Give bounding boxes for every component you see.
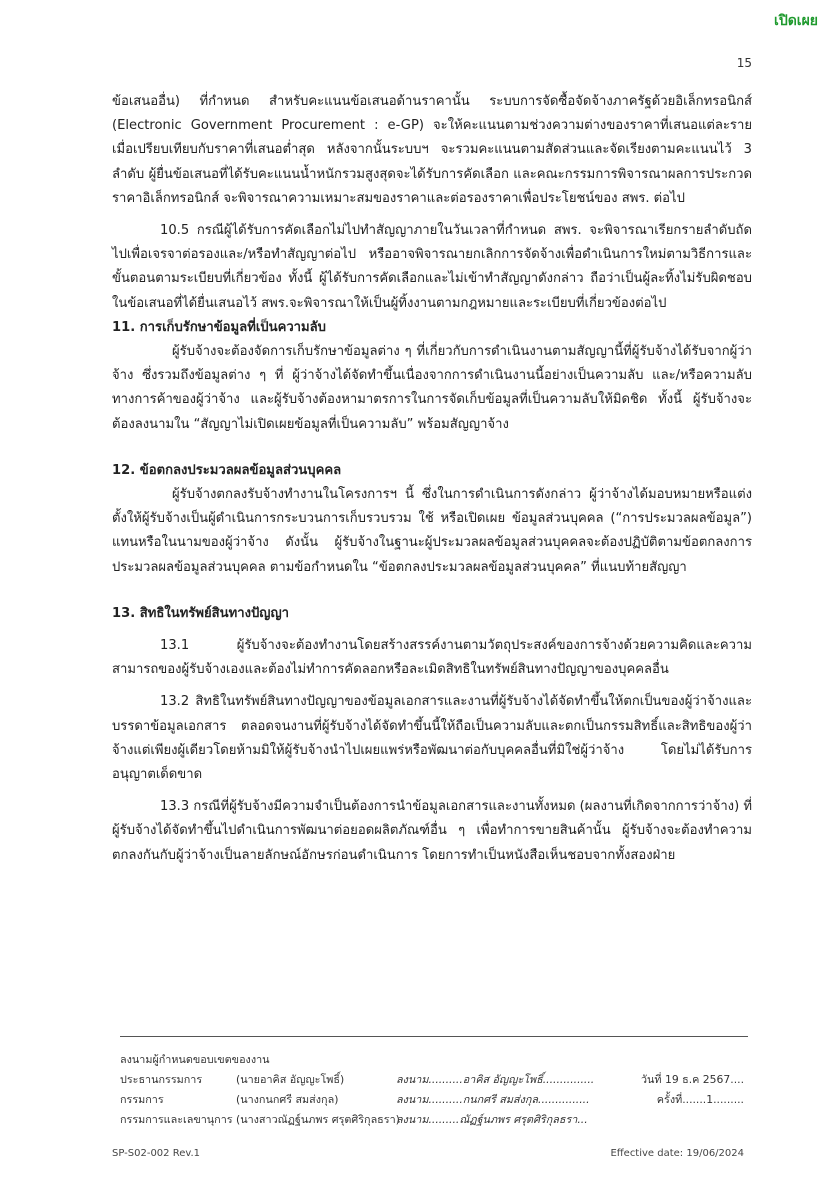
- document-body: [112, 90, 752, 876]
- signer-signature: ลงนาม.........ณัฏฐ์นภพร ศรุตศิริกุลธรา...: [396, 1113, 588, 1126]
- signature-divider: [120, 1036, 748, 1037]
- signer-name: (นายอาคิส อัญญะโพธิ์): [236, 1073, 345, 1086]
- signature-date: วันที่ 19 ธ.ค 2567....: [640, 1073, 744, 1086]
- signer-name: (นางสาวณัฏฐ์นภพร ศรุตศิริกุลธรา): [236, 1113, 400, 1126]
- section-heading-12: 12. ข้อตกลงประมวลผลข้อมูลส่วนบุคคล: [112, 462, 342, 478]
- document-code: SP-S02-002 Rev.1: [112, 1148, 201, 1159]
- section-heading-13: 13. สิทธิในทรัพย์สินทางปัญญา: [112, 605, 289, 621]
- paragraph-scoring: ข้อเสนออื่น) ที่กำหนด สำหรับคะแนนข้อเสนอด้านราคานั้น ระบบการจัดซื้อจัดจ้างภาครัฐด้วยอิเล็กทรอนิกส์ (Electronic Government Procurement : e-GP) จะให้คะแนนตามช่วงความต่างของราคาที่เสนอแต่ละราย เมื่อเปรียบเทียบกับราคาที่เสนอต่ำสุด หลังจากนั้นระบบฯ จะรวมคะแนนตามสัดส่วนและจัดเรียงตามคะแนนไว้ 3 ลำดับ ผู้ยื่นข้อเสนอที่ได้รับคะแนนน้ำหนักรวมสูงสุดจะได้รับการคัดเลือก และคณะกรรมการพิจารณาผลการประกวดราคาอิเล็กทรอนิกส์ จะพิจารณาความเหมาะสมของราคาและต่อรองราคาเพื่อประโยชน์ของ สพร. ต่อไป: [112, 94, 752, 206]
- paragraph-12: ผู้รับจ้างตกลงรับจ้างทำงานในโครงการฯ นี้ ซึ่งในการดำเนินการดังกล่าว ผู้ว่าจ้างได้มอบหมายหรือแต่งตั้งให้ผู้รับจ้างเป็นผู้ดำเนินการกระบวนการเก็บรวบรวม ใช้ หรือเปิดเผย ข้อมูลส่วนบุคคล (“การประมวลผลข้อมูล”) แทนหรือในนามของผู้ว่าจ้าง ดังนั้น ผู้รับจ้างในฐานะผู้ประมวลผลข้อมูลส่วนบุคคลจะต้องปฏิบัติตามข้อตกลงการประมวลผลข้อมูลส่วนบุคคล ตามข้อกำหนดใน “ข้อตกลงประมวลผลข้อมูลส่วนบุคคล” ที่แนบท้ายสัญญา: [112, 487, 752, 575]
- signer-signature: ลงนาม..........อาคิส อัญญะโพธิ์...............: [396, 1073, 595, 1086]
- signer-signature: ลงนาม..........กนกศรี สมส่งกุล...............: [396, 1093, 590, 1106]
- signature-title: ลงนามผู้กำหนดขอบเขตของงาน: [120, 1053, 270, 1066]
- paragraph-11: ผู้รับจ้างจะต้องจัดการเก็บรักษาข้อมูลต่าง ๆ ที่เกี่ยวกับการดำเนินงานตามสัญญานี้ที่ผู้รับจ้างได้รับจากผู้ว่าจ้าง ซึ่งรวมถึงข้อมูลต่าง ๆ ที่ ผู้ว่าจ้างได้จัดทำขึ้นเนื่องจากการดำเนินงานนี้อย่างเป็นความลับ และ/หรือความลับทางการค้าของผู้ว่าจ้าง และผู้รับจ้างต้องหามาตรการในการจัดเก็บข้อมูลที่เป็นความลับให้มิดชิด ทั้งนี้ ผู้รับจ้างจะต้องลงนามใน “สัญญาไม่เปิดเผยข้อมูลที่เป็นความลับ” พร้อมสัญญาจ้าง: [112, 344, 752, 432]
- paragraph-13-1: 13.1 ผู้รับจ้างจะต้องทำงานโดยสร้างสรรค์งานตามวัตถุประสงค์ของการจ้างด้วยความคิดและความสามารถของผู้รับจ้างเองและต้องไม่ทำการคัดลอกหรือละเมิดสิทธิในทรัพย์สินทางปัญญาของบุคคลอื่น: [112, 638, 752, 678]
- disclosure-marking: เปิดเผย: [774, 13, 818, 29]
- signature-count: ครั้งที่.......1.........: [656, 1093, 744, 1106]
- page-number: 15: [736, 56, 752, 70]
- effective-date: Effective date: 19/06/2024: [610, 1148, 744, 1159]
- signature-row: [118, 1090, 758, 1110]
- signer-role: กรรมการ: [120, 1093, 164, 1106]
- signer-name: (นางกนกศรี สมส่งกุล): [236, 1093, 339, 1106]
- signature-row: [118, 1070, 758, 1090]
- signer-role: กรรมการและเลขานุการ: [120, 1113, 233, 1126]
- paragraph-10-5: 10.5 กรณีผู้ได้รับการคัดเลือกไม่ไปทำสัญญาภายในวันเวลาที่กำหนด สพร. จะพิจารณาเรียกรายลำดับถัดไปเพื่อเจรจาต่อรองและ/หรือทำสัญญาต่อไป หรืออาจพิจารณายกเลิกการจัดจ้างเพื่อดำเนินการใหม่ตามวิธีการและขั้นตอนตามระเบียบที่เกี่ยวข้อง ทั้งนี้ ผู้ได้รับการคัดเลือกและไม่เข้าทำสัญญาดังกล่าว ถือว่าเป็นผู้ละทิ้งไม่รับผิดชอบในข้อเสนอที่ได้ยื่นเสนอไว้ สพร.จะพิจารณาให้เป็นผู้ทิ้งงานตามกฎหมายและระเบียบที่เกี่ยวข้องต่อไป: [112, 223, 752, 311]
- signature-row: [118, 1110, 758, 1130]
- signature-block: [118, 1050, 758, 1130]
- paragraph-13-2: 13.2 สิทธิในทรัพย์สินทางปัญญาของข้อมูลเอกสารและงานที่ผู้รับจ้างได้จัดทำขึ้นให้ตกเป็นของผู้ว่าจ้างและบรรดาข้อมูลเอกสาร ตลอดจนงานที่ผู้รับจ้างได้จัดทำขึ้นนี้ให้ถือเป็นความลับและตกเป็นกรรมสิทธิ์และสิทธิของผู้ว่าจ้างแต่เพียงผู้เดียวโดยห้ามมิให้ผู้รับจ้างนำไปเผยแพร่หรือพัฒนาต่อกับบุคคลอื่นที่มิใช่ผู้ว่าจ้าง โดยไม่ได้รับการอนุญาตเด็ดขาด: [112, 694, 752, 783]
- section-heading-11: 11. การเก็บรักษาข้อมูลที่เป็นความลับ: [112, 319, 326, 335]
- signer-role: ประธานกรรมการ: [120, 1073, 203, 1086]
- paragraph-13-3: 13.3 กรณีที่ผู้รับจ้างมีความจำเป็นต้องการนำข้อมูลเอกสารและงานทั้งหมด (ผลงานที่เกิดจากการว่าจ้าง) ที่ผู้รับจ้างได้จัดทำขึ้นไปดำเนินการพัฒนาต่อยอดผลิตภัณฑ์อื่น ๆ เพื่อทำการขายสินค้านั้น ผู้รับจ้างจะต้องทำความตกลงกันกับผู้ว่าจ้างเป็นลายลักษณ์อักษรก่อนดำเนินการ โดยการทำเป็นหนังสือเห็นชอบจากทั้งสองฝ่าย: [112, 799, 752, 863]
